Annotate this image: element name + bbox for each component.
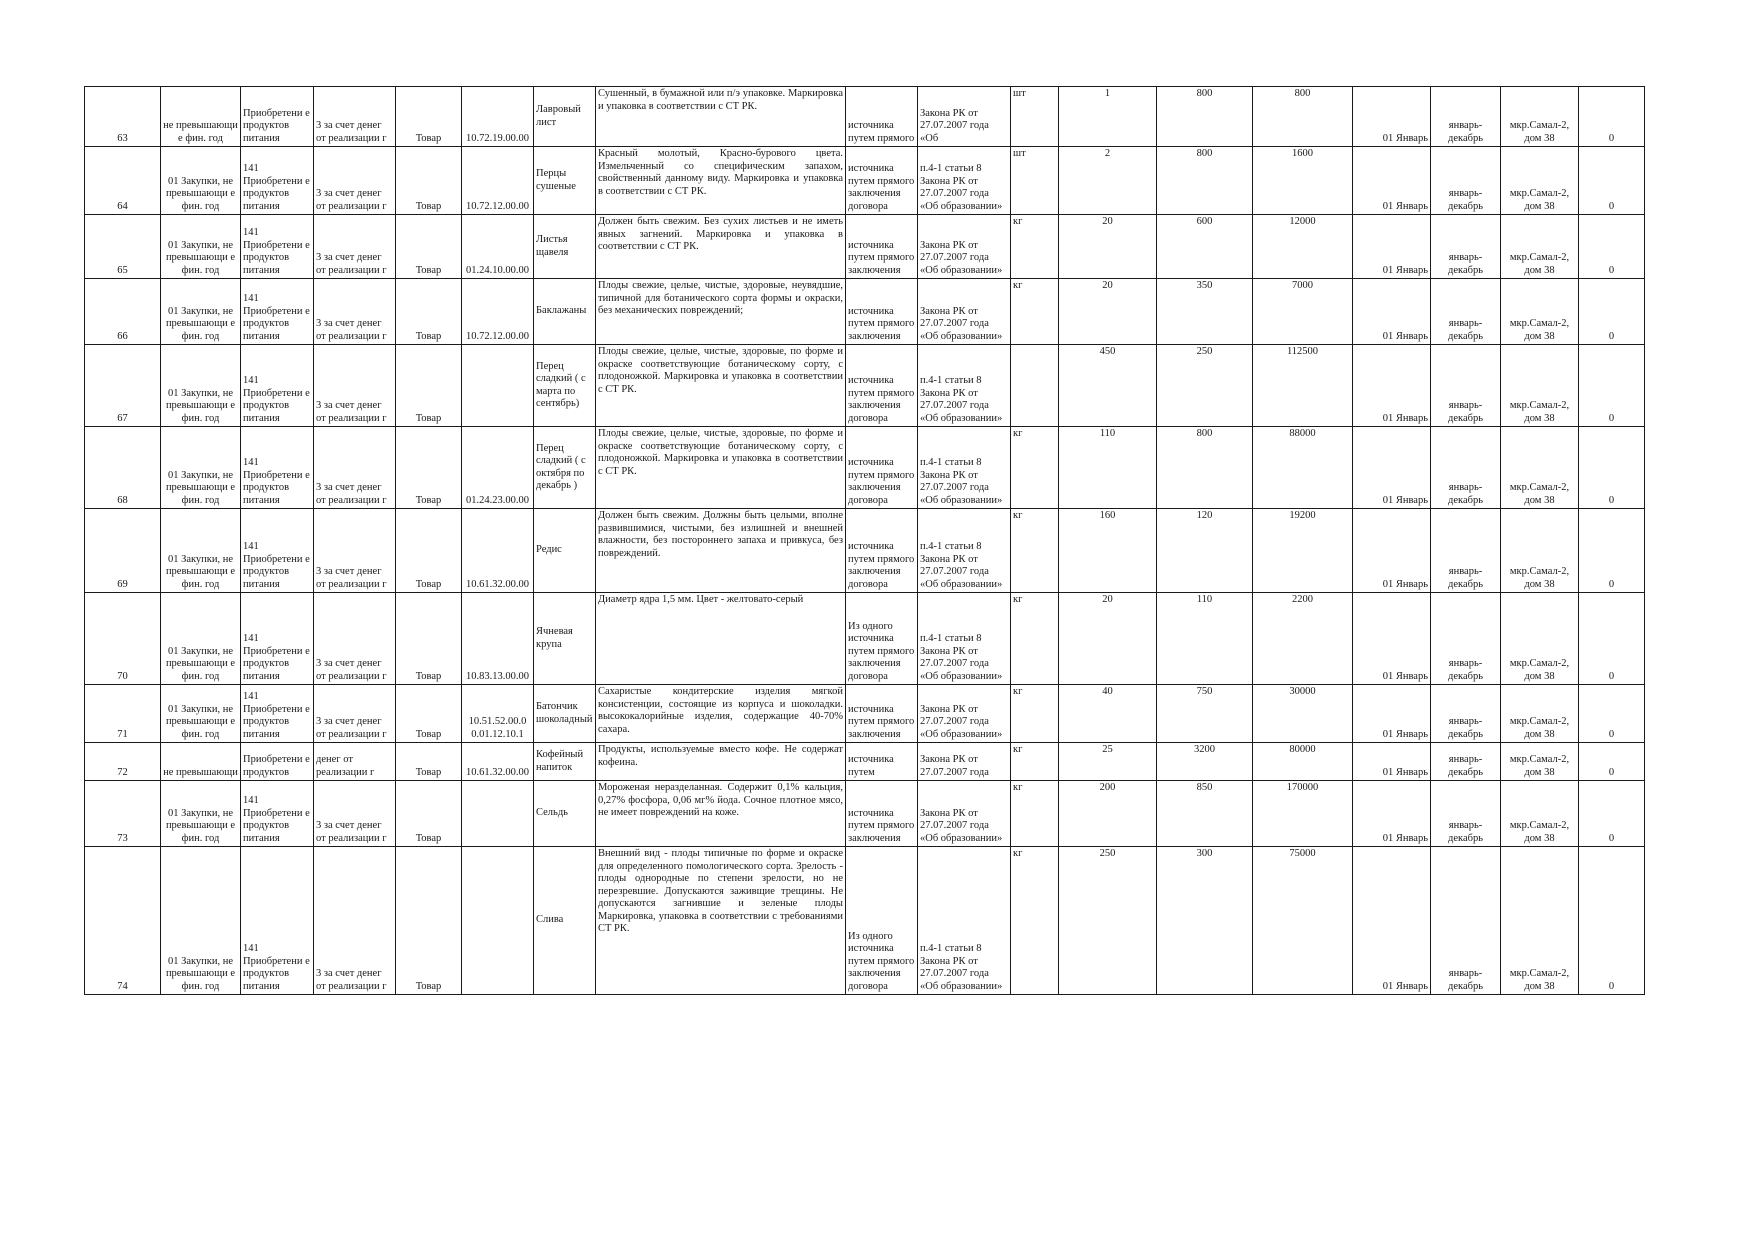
supply-method-cell: источника путем прямого заключения: [846, 215, 918, 279]
funding-source-cell: 3 за счет денег от реализации г: [314, 87, 396, 147]
kpved-code-cell: 10.72.19.00.00: [462, 87, 534, 147]
procurement-method-cell: 01 Закупки, не превышающи е фин. год: [161, 509, 241, 593]
total-sum-cell: 1600: [1253, 147, 1353, 215]
delivery-period-cell: январь-декабрь: [1431, 87, 1501, 147]
item-type-cell: Товар: [396, 215, 462, 279]
delivery-period-cell: январь-декабрь: [1431, 279, 1501, 345]
quantity-cell: 1: [1059, 87, 1157, 147]
total-sum-cell: 30000: [1253, 685, 1353, 743]
funding-source-cell: 3 за счет денег от реализации г: [314, 147, 396, 215]
quantity-cell: 2: [1059, 147, 1157, 215]
item-description-cell: Диаметр ядра 1,5 мм. Цвет - желтовато-серый: [596, 593, 846, 685]
funding-source-cell: 3 за счет денег от реализации г: [314, 279, 396, 345]
item-type-cell: Товар: [396, 593, 462, 685]
specifics-code-cell: Приобретени е продуктов питания: [241, 87, 314, 147]
specifics-code-cell: Приобретени е продуктов: [241, 743, 314, 781]
planned-month-cell: 01 Январь: [1353, 847, 1431, 995]
kpved-code-cell: 10.61.32.00.00: [462, 743, 534, 781]
delivery-period-cell: январь-декабрь: [1431, 593, 1501, 685]
planned-month-cell: 01 Январь: [1353, 345, 1431, 427]
quantity-cell: 200: [1059, 781, 1157, 847]
legal-basis-cell: Закона РК от 27.07.2007 года «Об образовании»: [918, 279, 1011, 345]
delivery-place-cell: мкр.Самал-2, дом 38: [1501, 87, 1579, 147]
supply-method-cell: Из одного источника путем прямого заключения договора: [846, 593, 918, 685]
procurement-method-cell: не превышающи: [161, 743, 241, 781]
funding-source-cell: 3 за счет денег от реализации г: [314, 215, 396, 279]
item-name-cell: Ячневая крупа: [534, 593, 596, 685]
item-name-cell: Редис: [534, 509, 596, 593]
row-number-cell: 68: [85, 427, 161, 509]
planned-month-cell: 01 Январь: [1353, 509, 1431, 593]
item-name-cell: Сельдь: [534, 781, 596, 847]
total-sum-cell: 80000: [1253, 743, 1353, 781]
delivery-place-cell: мкр.Самал-2, дом 38: [1501, 509, 1579, 593]
delivery-place-cell: мкр.Самал-2, дом 38: [1501, 743, 1579, 781]
table-row: [85, 509, 1645, 593]
planned-month-cell: 01 Январь: [1353, 147, 1431, 215]
item-type-cell: Товар: [396, 427, 462, 509]
delivery-period-cell: январь-декабрь: [1431, 781, 1501, 847]
procurement-method-cell: 01 Закупки, не превышающи е фин. год: [161, 847, 241, 995]
kpved-code-cell: 10.51.52.00.0 0.01.12.10.1: [462, 685, 534, 743]
table-row: [85, 847, 1645, 995]
table-row: [85, 685, 1645, 743]
funding-source-cell: 3 за счет денег от реализации г: [314, 847, 396, 995]
legal-basis-cell: п.4-1 статьи 8 Закона РК от 27.07.2007 года «Об образовании»: [918, 847, 1011, 995]
delivery-period-cell: январь-декабрь: [1431, 345, 1501, 427]
quantity-cell: 110: [1059, 427, 1157, 509]
kpved-code-cell: [462, 781, 534, 847]
item-name-cell: Перец сладкий ( с октября по декабрь ): [534, 427, 596, 509]
advance-payment-cell: 0: [1579, 345, 1645, 427]
kpved-code-cell: 01.24.23.00.00: [462, 427, 534, 509]
planned-month-cell: 01 Январь: [1353, 427, 1431, 509]
delivery-period-cell: январь-декабрь: [1431, 685, 1501, 743]
funding-source-cell: 3 за счет денег от реализации г: [314, 509, 396, 593]
legal-basis-cell: п.4-1 статьи 8 Закона РК от 27.07.2007 года «Об образовании»: [918, 593, 1011, 685]
supply-method-cell: источника путем прямого: [846, 87, 918, 147]
item-description-cell: Плоды свежие, целые, чистые, здоровые, по форме и окраске соответствующие ботаническому сорту, с плодоножкой. Маркировка и упаковка в соответствии с СТ РК.: [596, 427, 846, 509]
unit-cell: кг: [1011, 427, 1059, 509]
legal-basis-cell: Закона РК от 27.07.2007 года «Об: [918, 87, 1011, 147]
price-cell: 300: [1157, 847, 1253, 995]
item-name-cell: Лавровый лист: [534, 87, 596, 147]
legal-basis-cell: Закона РК от 27.07.2007 года «Об образовании»: [918, 215, 1011, 279]
planned-month-cell: 01 Январь: [1353, 279, 1431, 345]
legal-basis-cell: п.4-1 статьи 8 Закона РК от 27.07.2007 года «Об образовании»: [918, 345, 1011, 427]
item-name-cell: Батончик шоколадный: [534, 685, 596, 743]
item-name-cell: Листья щавеля: [534, 215, 596, 279]
procurement-method-cell: 01 Закупки, не превышающи е фин. год: [161, 147, 241, 215]
item-description-cell: Плоды свежие, целые, чистые, здоровые, неувядшие, типичной для ботанического сорта формы и окраски, без механических повреждений;: [596, 279, 846, 345]
kpved-code-cell: 10.83.13.00.00: [462, 593, 534, 685]
table-row: [85, 215, 1645, 279]
delivery-place-cell: мкр.Самал-2, дом 38: [1501, 147, 1579, 215]
procurement-method-cell: 01 Закупки, не превышающи е фин. год: [161, 685, 241, 743]
total-sum-cell: 88000: [1253, 427, 1353, 509]
supply-method-cell: источника путем прямого заключения договора: [846, 147, 918, 215]
advance-payment-cell: 0: [1579, 593, 1645, 685]
planned-month-cell: 01 Январь: [1353, 781, 1431, 847]
delivery-place-cell: мкр.Самал-2, дом 38: [1501, 781, 1579, 847]
table-row: [85, 279, 1645, 345]
specifics-code-cell: 141 Приобретени е продуктов питания: [241, 279, 314, 345]
item-description-cell: Мороженая неразделанная. Содержит 0,1% кальция, 0,27% фосфора, 0,06 мг% йода. Сочное плотное мясо, не имеет повреждений на коже.: [596, 781, 846, 847]
quantity-cell: 20: [1059, 279, 1157, 345]
row-number-cell: 70: [85, 593, 161, 685]
row-number-cell: 64: [85, 147, 161, 215]
total-sum-cell: 2200: [1253, 593, 1353, 685]
table-row: [85, 87, 1645, 147]
legal-basis-cell: Закона РК от 27.07.2007 года «Об образовании»: [918, 685, 1011, 743]
planned-month-cell: 01 Январь: [1353, 593, 1431, 685]
price-cell: 800: [1157, 427, 1253, 509]
quantity-cell: 20: [1059, 593, 1157, 685]
funding-source-cell: денег от реализации г: [314, 743, 396, 781]
item-type-cell: Товар: [396, 743, 462, 781]
item-name-cell: Баклажаны: [534, 279, 596, 345]
quantity-cell: 450: [1059, 345, 1157, 427]
delivery-period-cell: январь-декабрь: [1431, 743, 1501, 781]
advance-payment-cell: 0: [1579, 87, 1645, 147]
specifics-code-cell: 141 Приобретени е продуктов питания: [241, 147, 314, 215]
procurement-method-cell: 01 Закупки, не превышающи е фин. год: [161, 345, 241, 427]
item-name-cell: Перец сладкий ( с марта по сентябрь): [534, 345, 596, 427]
advance-payment-cell: 0: [1579, 781, 1645, 847]
delivery-place-cell: мкр.Самал-2, дом 38: [1501, 593, 1579, 685]
row-number-cell: 67: [85, 345, 161, 427]
table-row: [85, 593, 1645, 685]
planned-month-cell: 01 Январь: [1353, 685, 1431, 743]
delivery-place-cell: мкр.Самал-2, дом 38: [1501, 215, 1579, 279]
item-name-cell: Слива: [534, 847, 596, 995]
supply-method-cell: источника путем прямого заключения договора: [846, 427, 918, 509]
item-description-cell: Должен быть свежим. Должны быть целыми, вполне развившимися, чистыми, без излишней и внешней влажности, без постороннего запаха и привкуса, без повреждений.: [596, 509, 846, 593]
specifics-code-cell: 141 Приобретени е продуктов питания: [241, 215, 314, 279]
price-cell: 800: [1157, 87, 1253, 147]
total-sum-cell: 170000: [1253, 781, 1353, 847]
item-type-cell: Товар: [396, 781, 462, 847]
delivery-period-cell: январь-декабрь: [1431, 215, 1501, 279]
total-sum-cell: 12000: [1253, 215, 1353, 279]
row-number-cell: 69: [85, 509, 161, 593]
total-sum-cell: 75000: [1253, 847, 1353, 995]
item-type-cell: Товар: [396, 345, 462, 427]
total-sum-cell: 19200: [1253, 509, 1353, 593]
item-name-cell: Кофейный напиток: [534, 743, 596, 781]
row-number-cell: 66: [85, 279, 161, 345]
procurement-method-cell: 01 Закупки, не превышающи е фин. год: [161, 781, 241, 847]
procurement-method-cell: 01 Закупки, не превышающи е фин. год: [161, 279, 241, 345]
delivery-period-cell: январь-декабрь: [1431, 847, 1501, 995]
unit-cell: кг: [1011, 279, 1059, 345]
price-cell: 600: [1157, 215, 1253, 279]
item-description-cell: Продукты, используемые вместо кофе. Не содержат кофеина.: [596, 743, 846, 781]
delivery-period-cell: январь-декабрь: [1431, 509, 1501, 593]
unit-cell: кг: [1011, 509, 1059, 593]
quantity-cell: 40: [1059, 685, 1157, 743]
delivery-period-cell: январь-декабрь: [1431, 427, 1501, 509]
quantity-cell: 20: [1059, 215, 1157, 279]
specifics-code-cell: 141 Приобретени е продуктов питания: [241, 781, 314, 847]
kpved-code-cell: 10.61.32.00.00: [462, 509, 534, 593]
advance-payment-cell: 0: [1579, 279, 1645, 345]
specifics-code-cell: 141 Приобретени е продуктов питания: [241, 427, 314, 509]
advance-payment-cell: 0: [1579, 215, 1645, 279]
unit-cell: кг: [1011, 685, 1059, 743]
specifics-code-cell: 141 Приобретени е продуктов питания: [241, 685, 314, 743]
advance-payment-cell: 0: [1579, 509, 1645, 593]
unit-cell: шт: [1011, 87, 1059, 147]
price-cell: 750: [1157, 685, 1253, 743]
procurement-method-cell: не превышающи е фин. год: [161, 87, 241, 147]
kpved-code-cell: [462, 345, 534, 427]
item-description-cell: Сахаристые кондитерские изделия мягкой консистенции, состоящие из корпуса и шоколадки. высококалорийные изделия, содержащие 40-70% сахара.: [596, 685, 846, 743]
table-row: [85, 427, 1645, 509]
supply-method-cell: Из одного источника путем прямого заключения договора: [846, 847, 918, 995]
supply-method-cell: источника путем прямого заключения договора: [846, 509, 918, 593]
delivery-place-cell: мкр.Самал-2, дом 38: [1501, 345, 1579, 427]
kpved-code-cell: [462, 847, 534, 995]
total-sum-cell: 7000: [1253, 279, 1353, 345]
row-number-cell: 74: [85, 847, 161, 995]
planned-month-cell: 01 Январь: [1353, 743, 1431, 781]
procurement-method-cell: 01 Закупки, не превышающи е фин. год: [161, 427, 241, 509]
total-sum-cell: 800: [1253, 87, 1353, 147]
item-description-cell: Должен быть свежим. Без сухих листьев и не иметь явных загнений. Маркировка и упаковка в соответствии с СТ РК.: [596, 215, 846, 279]
funding-source-cell: 3 за счет денег от реализации г: [314, 685, 396, 743]
delivery-place-cell: мкр.Самал-2, дом 38: [1501, 279, 1579, 345]
planned-month-cell: 01 Январь: [1353, 87, 1431, 147]
row-number-cell: 63: [85, 87, 161, 147]
price-cell: 850: [1157, 781, 1253, 847]
item-type-cell: Товар: [396, 685, 462, 743]
total-sum-cell: 112500: [1253, 345, 1353, 427]
supply-method-cell: источника путем прямого заключения: [846, 781, 918, 847]
advance-payment-cell: 0: [1579, 847, 1645, 995]
advance-payment-cell: 0: [1579, 743, 1645, 781]
supply-method-cell: источника путем прямого заключения: [846, 279, 918, 345]
legal-basis-cell: п.4-1 статьи 8 Закона РК от 27.07.2007 года «Об образовании»: [918, 147, 1011, 215]
row-number-cell: 71: [85, 685, 161, 743]
legal-basis-cell: п.4-1 статьи 8 Закона РК от 27.07.2007 года «Об образовании»: [918, 509, 1011, 593]
funding-source-cell: 3 за счет денег от реализации г: [314, 781, 396, 847]
procurement-method-cell: 01 Закупки, не превышающи е фин. год: [161, 215, 241, 279]
unit-cell: кг: [1011, 593, 1059, 685]
legal-basis-cell: Закона РК от 27.07.2007 года: [918, 743, 1011, 781]
kpved-code-cell: 10.72.12.00.00: [462, 279, 534, 345]
item-description-cell: Плоды свежие, целые, чистые, здоровые, по форме и окраске соответствующие ботаническому сорту, с плодоножкой. Маркировка и упаковка в соответствии с СТ РК.: [596, 345, 846, 427]
advance-payment-cell: 0: [1579, 427, 1645, 509]
unit-cell: кг: [1011, 215, 1059, 279]
supply-method-cell: источника путем прямого заключения договора: [846, 345, 918, 427]
table-row: [85, 147, 1645, 215]
item-type-cell: Товар: [396, 87, 462, 147]
quantity-cell: 250: [1059, 847, 1157, 995]
specifics-code-cell: 141 Приобретени е продуктов питания: [241, 593, 314, 685]
table-row: [85, 743, 1645, 781]
funding-source-cell: 3 за счет денег от реализации г: [314, 345, 396, 427]
table-row: [85, 345, 1645, 427]
delivery-period-cell: январь-декабрь: [1431, 147, 1501, 215]
legal-basis-cell: п.4-1 статьи 8 Закона РК от 27.07.2007 года «Об образовании»: [918, 427, 1011, 509]
price-cell: 800: [1157, 147, 1253, 215]
row-number-cell: 73: [85, 781, 161, 847]
table-row: [85, 781, 1645, 847]
supply-method-cell: источника путем: [846, 743, 918, 781]
delivery-place-cell: мкр.Самал-2, дом 38: [1501, 427, 1579, 509]
specifics-code-cell: 141 Приобретени е продуктов питания: [241, 509, 314, 593]
kpved-code-cell: 01.24.10.00.00: [462, 215, 534, 279]
delivery-place-cell: мкр.Самал-2, дом 38: [1501, 847, 1579, 995]
funding-source-cell: 3 за счет денег от реализации г: [314, 427, 396, 509]
row-number-cell: 72: [85, 743, 161, 781]
item-description-cell: Сушенный, в бумажной или п/э упаковке. Маркировка и упаковка в соответствии с СТ РК.: [596, 87, 846, 147]
row-number-cell: 65: [85, 215, 161, 279]
procurement-table: [84, 86, 1645, 995]
delivery-place-cell: мкр.Самал-2, дом 38: [1501, 685, 1579, 743]
procurement-method-cell: 01 Закупки, не превышающи е фин. год: [161, 593, 241, 685]
unit-cell: кг: [1011, 781, 1059, 847]
item-description-cell: Внешний вид - плоды типичные по форме и окраске для определенного помологического сорта. Зрелость - плоды однородные по степени зрелости, но не перезревшие. Допускаются заживщие трещины. Не допускаются загнившие и зеленые плоды Маркировка, упаковка в соответствии с требованиями СТ РК.: [596, 847, 846, 995]
specifics-code-cell: 141 Приобретени е продуктов питания: [241, 345, 314, 427]
kpved-code-cell: 10.72.12.00.00: [462, 147, 534, 215]
price-cell: 350: [1157, 279, 1253, 345]
price-cell: 120: [1157, 509, 1253, 593]
quantity-cell: 160: [1059, 509, 1157, 593]
funding-source-cell: 3 за счет денег от реализации г: [314, 593, 396, 685]
price-cell: 250: [1157, 345, 1253, 427]
advance-payment-cell: 0: [1579, 147, 1645, 215]
advance-payment-cell: 0: [1579, 685, 1645, 743]
price-cell: 3200: [1157, 743, 1253, 781]
unit-cell: шт: [1011, 147, 1059, 215]
quantity-cell: 25: [1059, 743, 1157, 781]
item-description-cell: Красный молотый, Красно-бурового цвета. Измельченный со специфическим запахом, свойственный данному виду. Маркировка и упаковка в соответствии с СТ РК.: [596, 147, 846, 215]
price-cell: 110: [1157, 593, 1253, 685]
item-type-cell: Товар: [396, 147, 462, 215]
legal-basis-cell: Закона РК от 27.07.2007 года «Об образовании»: [918, 781, 1011, 847]
unit-cell: [1011, 345, 1059, 427]
supply-method-cell: источника путем прямого заключения: [846, 685, 918, 743]
specifics-code-cell: 141 Приобретени е продуктов питания: [241, 847, 314, 995]
unit-cell: кг: [1011, 743, 1059, 781]
item-type-cell: Товар: [396, 847, 462, 995]
item-name-cell: Перцы сушеные: [534, 147, 596, 215]
planned-month-cell: 01 Январь: [1353, 215, 1431, 279]
item-type-cell: Товар: [396, 509, 462, 593]
item-type-cell: Товар: [396, 279, 462, 345]
unit-cell: кг: [1011, 847, 1059, 995]
